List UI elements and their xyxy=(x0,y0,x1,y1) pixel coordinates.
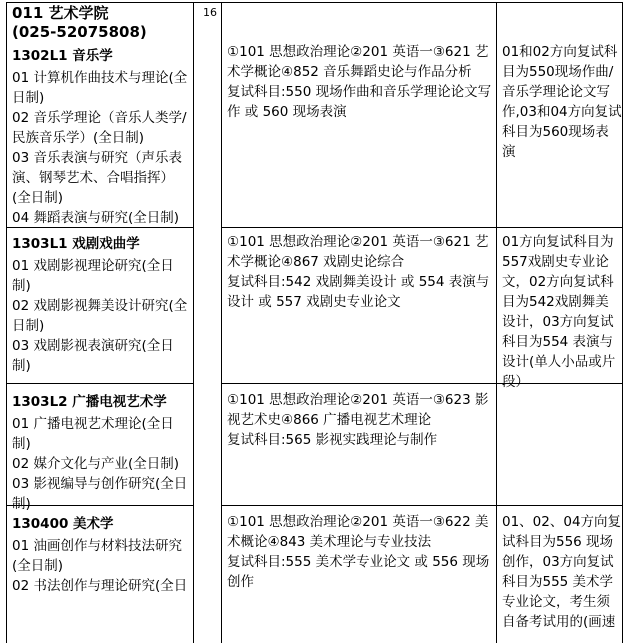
table-border-right xyxy=(622,2,623,643)
direction-item: 02 媒介文化与产业(全日制) xyxy=(12,456,180,472)
retest-subjects: 复试科目:555 美术学专业论文 或 556 现场创作 xyxy=(227,554,490,590)
major-title: 1302L1 音乐学 xyxy=(12,48,113,64)
column-divider xyxy=(221,2,222,643)
exam-cell xyxy=(227,42,495,122)
department-phone: (025-52075808) xyxy=(12,23,147,41)
direction-item: 01 广播电视艺术理论(全日制) xyxy=(12,416,174,452)
direction-item: 02 戏剧影视舞美设计研究(全日制) xyxy=(12,298,188,334)
exam-subjects: ①101 思想政治理论②201 英语一③622 美术概论④843 美术理论与专业技法 xyxy=(227,514,489,550)
retest-subjects: 复试科目:550 现场作曲和音乐学理论论文写作 或 560 现场表演 xyxy=(227,84,492,120)
column-divider xyxy=(496,2,497,643)
row-divider xyxy=(221,227,622,228)
major-cell-music xyxy=(12,4,192,228)
major-cell-drama xyxy=(12,230,192,376)
enroll-count: 16 xyxy=(203,6,217,19)
exam-cell xyxy=(227,512,495,640)
major-cell-fine-arts xyxy=(12,510,192,640)
direction-item: 03 戏剧影视表演研究(全日制) xyxy=(12,338,174,374)
direction-item: 01 计算机作曲技术与理论(全日制) xyxy=(12,70,188,106)
table-border-top xyxy=(6,2,622,3)
retest-subjects: 复试科目:565 影视实践理论与制作 xyxy=(227,432,438,448)
exam-subjects: ①101 思想政治理论②201 英语一③623 影视艺术史④866 广播电视艺术理论 xyxy=(227,392,489,428)
direction-item: 03 影视编导与创作研究(全日制) xyxy=(12,476,188,512)
notes-cell xyxy=(502,232,622,392)
direction-item: 04 舞蹈表演与研究(全日制) xyxy=(12,210,180,226)
department-name: 011 艺术学院 xyxy=(12,4,109,22)
notes-cell xyxy=(502,42,622,162)
major-title: 130400 美术学 xyxy=(12,516,114,532)
major-cell-broadcast xyxy=(12,388,192,514)
notes-text: 01和02方向复试科目为550现场作曲/音乐学理论论文写作,03和04方向复试科目为560现场表演 xyxy=(502,44,622,160)
row-divider xyxy=(6,383,193,384)
table-border-left xyxy=(6,2,7,643)
direction-item: 02 书法创作与理论研究(全日 xyxy=(12,578,188,594)
direction-item: 03 音乐表演与研究（声乐表演、钢琴艺术、合唱指挥）(全日制) xyxy=(12,150,182,206)
exam-cell xyxy=(227,232,495,312)
direction-item: 01 戏剧影视理论研究(全日制) xyxy=(12,258,174,294)
exam-cell xyxy=(227,390,495,450)
major-title: 1303L2 广播电视艺术学 xyxy=(12,394,167,410)
notes-text: 01方向复试科目为557戏剧史专业论文，02方向复试科目为542戏剧舞美设计，03方向复试科目为554 表演与设计(单人小品或片段） xyxy=(502,234,616,390)
direction-item: 01 油画创作与材料技法研究(全日制) xyxy=(12,538,182,574)
exam-subjects: ①101 思想政治理论②201 英语一③621 艺术学概论④852 音乐舞蹈史论与作品分析 xyxy=(227,44,489,80)
major-title: 1303L1 戏剧戏曲学 xyxy=(12,236,140,252)
row-divider xyxy=(221,505,622,506)
exam-subjects: ①101 思想政治理论②201 英语一③621 艺术学概论④867 戏剧史论综合 xyxy=(227,234,489,270)
retest-subjects: 复试科目:542 戏剧舞美设计 或 554 表演与设计 或 557 戏剧史专业论文 xyxy=(227,274,490,310)
notes-cell xyxy=(502,512,622,640)
direction-item: 02 音乐学理论（音乐人类学/民族音乐学）(全日制) xyxy=(12,110,187,146)
notes-text: 01、02、04方向复试科目为556 现场创作，03方向复试科目为555 美术学专业论文，考生须自备考试用的(画速 xyxy=(502,514,622,630)
column-divider xyxy=(193,2,194,643)
